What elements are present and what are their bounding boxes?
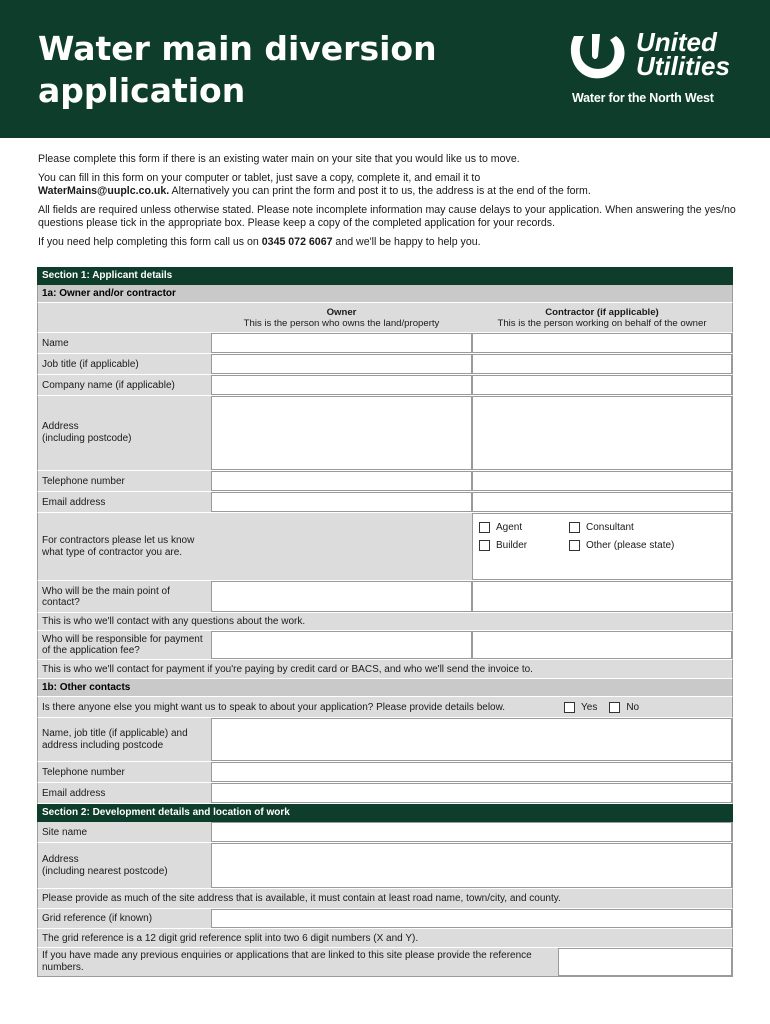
owner-company-input[interactable] — [211, 375, 472, 395]
previous-enquiries-label: If you have made any previous enquiries or applications that are linked to this site please provide the reference numbers. — [38, 948, 558, 976]
other-contacts-question-row — [37, 697, 733, 718]
fee-label: Who will be responsible for payment of the application fee? — [38, 631, 211, 659]
site-name-label: Site name — [38, 822, 211, 842]
other-tel-label: Telephone number — [38, 762, 211, 782]
other-tel-input[interactable] — [211, 762, 732, 782]
section-1-header: Section 1: Applicant details — [37, 267, 733, 285]
agent-checkbox[interactable] — [479, 522, 490, 533]
intro-p1: Please complete this form if there is an existing water main on your site that you would like us to move. — [38, 153, 520, 165]
site-address-input[interactable] — [211, 843, 732, 888]
fee-contractor-input[interactable] — [472, 631, 732, 659]
logo-wordmark — [636, 27, 730, 81]
contractor-job-title-input[interactable] — [472, 354, 732, 374]
address-label: Address (including postcode) — [38, 396, 211, 470]
grid-ref-note-row — [37, 929, 733, 948]
fee-row — [37, 631, 733, 660]
email-row — [37, 492, 733, 513]
fee-note: This is who we'll contact for payment if you're paying by credit card or BACS, and who we'll send the invoice to. — [38, 660, 732, 678]
job-title-row — [37, 354, 733, 375]
site-name-row — [37, 822, 733, 843]
main-contact-contractor-input[interactable] — [472, 581, 732, 612]
other-email-input[interactable] — [211, 783, 732, 803]
other-name-label: Name, job title (if applicable) and address including postcode — [38, 718, 211, 761]
intro-p3: All fields are required unless otherwise stated. Please note incomplete information may cause delays to your application. When answering the yes/no questions please tick in the appropriate box. Please keep a copy of the completed application for your records. — [38, 204, 736, 229]
grid-ref-label: Grid reference (if known) — [38, 909, 211, 928]
other-email-row — [37, 783, 733, 804]
column-headers — [37, 303, 733, 333]
contractor-type-row — [37, 513, 733, 581]
grid-ref-row — [37, 909, 733, 929]
page-title — [38, 28, 458, 112]
intro-text — [38, 153, 738, 255]
grid-ref-note: The grid reference is a 12 digit grid reference split into two 6 digit numbers (X and Y). — [38, 929, 732, 947]
other-contacts-question: Is there anyone else you might want us to speak to about your application? Please provide details below. — [38, 697, 560, 717]
builder-checkbox[interactable] — [479, 540, 490, 551]
section-1a-header: 1a: Owner and/or contractor — [37, 285, 733, 303]
contractor-type-options — [472, 513, 732, 580]
contractor-address-input[interactable] — [472, 396, 732, 470]
contractor-column-header: Contractor (if applicable) This is the person working on behalf of the owner — [472, 303, 732, 332]
owner-column-header: Owner This is the person who owns the land/property — [211, 303, 472, 332]
fee-owner-input[interactable] — [211, 631, 472, 659]
contractor-type-owner-blank — [211, 513, 472, 580]
contractor-email-input[interactable] — [472, 492, 732, 512]
contractor-name-input[interactable] — [472, 333, 732, 353]
logo-word-2: Utilities — [636, 51, 730, 81]
option-agent[interactable]: Agent — [479, 522, 522, 533]
telephone-label: Telephone number — [38, 471, 211, 491]
option-other[interactable]: Other (please state) — [569, 540, 674, 551]
main-contact-owner-input[interactable] — [211, 581, 472, 612]
owner-job-title-input[interactable] — [211, 354, 472, 374]
other-email-label: Email address — [38, 783, 211, 803]
site-address-label: Address (including nearest postcode) — [38, 843, 211, 888]
other-contacts-yes-no: Yes No — [560, 697, 732, 717]
previous-enquiries-input[interactable] — [558, 948, 732, 976]
title-line-1: Water main diversion — [38, 29, 437, 68]
logo-tagline: Water for the North West — [572, 91, 714, 105]
application-form — [37, 267, 733, 977]
other-name-input[interactable] — [211, 718, 732, 761]
yes-checkbox[interactable] — [564, 702, 575, 713]
owner-email-input[interactable] — [211, 492, 472, 512]
main-contact-label: Who will be the main point of contact? — [38, 581, 211, 612]
owner-telephone-input[interactable] — [211, 471, 472, 491]
other-tel-row — [37, 762, 733, 783]
section-2-header: Section 2: Development details and location of work — [37, 804, 733, 822]
title-line-2: application — [38, 71, 246, 110]
site-name-input[interactable] — [211, 822, 732, 842]
option-builder[interactable]: Builder — [479, 540, 527, 551]
previous-enquiries-row — [37, 948, 733, 977]
fee-note-row — [37, 660, 733, 679]
main-contact-note-row — [37, 613, 733, 631]
phone-number: 0345 072 6067 — [261, 236, 333, 248]
united-utilities-logo-icon — [566, 30, 628, 82]
consultant-checkbox[interactable] — [569, 522, 580, 533]
site-address-note: Please provide as much of the site address that is available, it must contain at least road name, town/city, and county. — [38, 889, 732, 908]
company-row — [37, 375, 733, 396]
intro-p4: If you need help completing this form call us on 0345 072 6067 and we'll be happy to help you. — [38, 236, 481, 248]
contractor-telephone-input[interactable] — [472, 471, 732, 491]
other-name-row — [37, 718, 733, 762]
logo-word-1: United — [636, 27, 717, 57]
email-link[interactable]: WaterMains@uuplc.co.uk. — [38, 185, 170, 197]
email-label: Email address — [38, 492, 211, 512]
option-consultant[interactable]: Consultant — [569, 522, 634, 533]
section-1b-header: 1b: Other contacts — [37, 679, 733, 697]
site-address-note-row — [37, 889, 733, 909]
main-contact-row — [37, 581, 733, 613]
name-label: Name — [38, 333, 211, 353]
name-row — [37, 333, 733, 354]
job-title-label: Job title (if applicable) — [38, 354, 211, 374]
blank-header-cell — [38, 303, 211, 332]
contractor-type-label: For contractors please let us know what type of contractor you are. — [38, 513, 211, 580]
intro-p2: You can fill in this form on your computer or tablet, just save a copy, complete it, and email it to WaterMains@uuplc.co.uk. Alternatively you can print the form and post it to us, the address is at the end of the form. — [38, 172, 591, 197]
grid-ref-input[interactable] — [211, 909, 732, 928]
company-label: Company name (if applicable) — [38, 375, 211, 395]
main-contact-note: This is who we'll contact with any questions about the work. — [38, 613, 732, 630]
owner-address-input[interactable] — [211, 396, 472, 470]
telephone-row — [37, 471, 733, 492]
site-address-row — [37, 843, 733, 889]
no-checkbox[interactable] — [609, 702, 620, 713]
other-checkbox[interactable] — [569, 540, 580, 551]
address-row — [37, 396, 733, 471]
owner-name-input[interactable] — [211, 333, 472, 353]
contractor-company-input[interactable] — [472, 375, 732, 395]
page-header — [0, 0, 770, 138]
